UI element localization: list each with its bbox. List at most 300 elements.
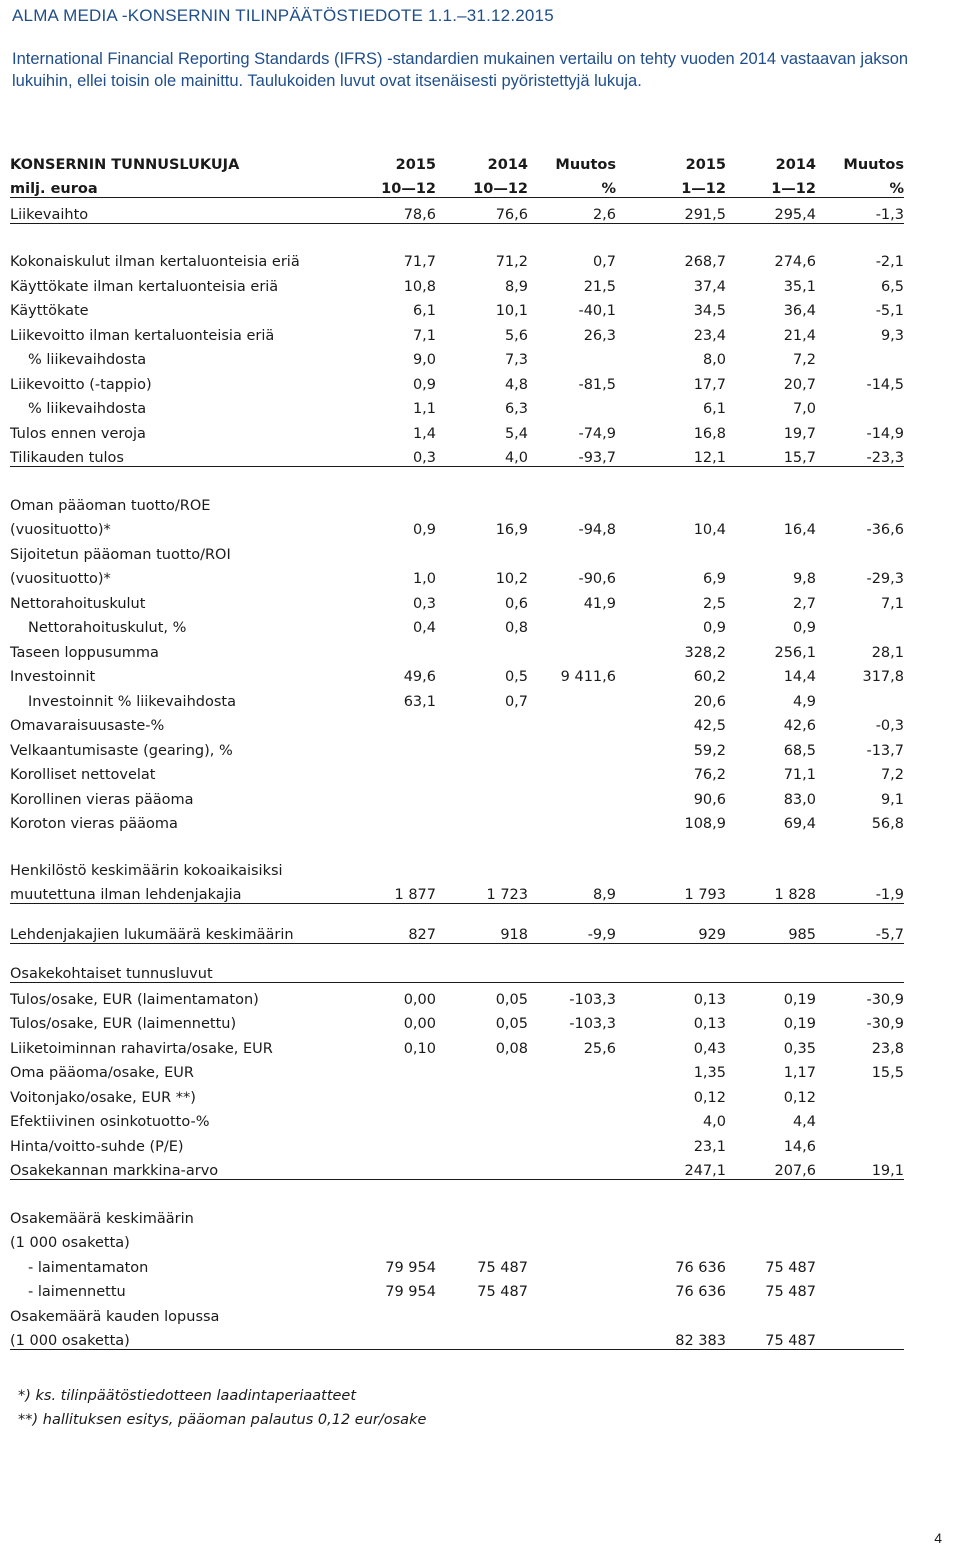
table-row [10, 879, 904, 904]
value-cell: 0,7 [592, 254, 616, 270]
value-cell [436, 1325, 528, 1350]
value-cell: 90,6 [693, 791, 726, 808]
value-cell: 6,1 [412, 303, 436, 319]
value-cell [528, 1276, 616, 1301]
table-row [10, 918, 904, 943]
value-cell [436, 1057, 528, 1082]
value-cell: 71,7 [403, 254, 436, 270]
value-cell: 41,9 [583, 595, 616, 612]
value-cell: 75 487 [477, 1259, 528, 1276]
table-row [10, 983, 904, 1008]
value-cell: 7,1 [412, 327, 436, 344]
value-cell: 328,2 [684, 644, 726, 661]
value-cell: -9,9 [528, 918, 616, 943]
value-cell [528, 710, 616, 735]
value-cell: 0,19 [783, 1016, 816, 1032]
value-cell: 0,19 [783, 991, 816, 1008]
table-row [10, 587, 904, 612]
value-cell [358, 1155, 436, 1180]
value-cell: 0,35 [783, 1040, 816, 1057]
table-row [10, 563, 904, 588]
value-cell: 23,1 [693, 1138, 726, 1155]
value-cell [816, 1325, 904, 1350]
row-label: Osakemäärä kauden lopussa [10, 1308, 220, 1325]
value-cell: 247,1 [616, 1155, 726, 1180]
value-cell: -103,3 [569, 1016, 616, 1032]
value-cell [528, 1227, 616, 1252]
header-cell: % [528, 173, 616, 198]
row-label: Oman pääoman tuotto/ROE [10, 497, 211, 514]
value-cell: 83,0 [783, 791, 816, 808]
value-cell: 1 828 [726, 879, 816, 904]
table-row [10, 661, 904, 686]
value-cell: 75 487 [765, 1259, 816, 1276]
table-row [10, 393, 904, 418]
table-row [10, 1325, 904, 1350]
value-cell: -81,5 [578, 376, 616, 393]
value-cell: 4,4 [792, 1114, 816, 1130]
value-cell [616, 489, 726, 514]
value-cell [816, 1202, 904, 1227]
row-label: Osakekohtaiset tunnusluvut [10, 958, 358, 983]
value-cell: 9 411,6 [560, 669, 616, 685]
row-label: (vuosituotto)* [10, 571, 111, 587]
value-cell [358, 1057, 436, 1082]
value-cell [816, 685, 904, 710]
table-row [10, 958, 904, 983]
value-cell: 21,4 [783, 327, 816, 344]
spacer-row [10, 223, 904, 246]
value-cell [616, 1300, 726, 1325]
value-cell [816, 344, 904, 369]
value-cell: 20,7 [783, 376, 816, 393]
value-cell: 4,0 [436, 442, 528, 467]
table-row [10, 1227, 904, 1252]
value-cell: 0,7 [504, 693, 528, 710]
value-cell [358, 489, 436, 514]
header-cell: % [816, 173, 904, 198]
value-cell: 0,9 [792, 620, 816, 636]
value-cell: -30,9 [866, 991, 904, 1008]
header-label: milj. euroa [10, 173, 358, 198]
value-cell [436, 783, 528, 808]
value-cell: 1,4 [412, 425, 436, 442]
row-label: Omavaraisuusaste-% [10, 718, 165, 734]
value-cell: 0,4 [412, 620, 436, 636]
value-cell: 5,4 [504, 425, 528, 442]
value-cell: 9,8 [792, 571, 816, 587]
value-cell [616, 1202, 726, 1227]
value-cell: 71,2 [495, 254, 528, 270]
value-cell [726, 538, 816, 563]
value-cell [726, 1202, 816, 1227]
value-cell [436, 636, 528, 661]
value-cell: 0,08 [495, 1040, 528, 1057]
value-cell: 0,12 [693, 1089, 726, 1106]
value-cell [436, 808, 528, 833]
value-cell: 256,1 [774, 644, 816, 661]
table-row [10, 1300, 904, 1325]
value-cell [358, 808, 436, 833]
value-cell: 8,9 [504, 278, 528, 295]
row-label: Tulos/osake, EUR (laimennettu) [10, 1016, 237, 1032]
value-cell: 20,6 [693, 693, 726, 710]
value-cell: 76,6 [436, 198, 528, 224]
value-cell: -29,3 [866, 571, 904, 587]
value-cell: 274,6 [774, 254, 816, 270]
row-label: Kokonaiskulut ilman kertaluonteisia eriä [10, 254, 300, 270]
footnote-2 [18, 1412, 426, 1428]
value-cell: 2,6 [528, 198, 616, 224]
table-row [10, 1276, 904, 1301]
value-cell: 9,1 [880, 791, 904, 808]
row-label: - laimennettu [28, 1284, 126, 1300]
value-cell: 14,6 [783, 1138, 816, 1155]
row-label: muutettuna ilman lehdenjakajia [10, 879, 358, 904]
table-row [10, 489, 904, 514]
value-cell: 108,9 [684, 816, 726, 832]
table-row [10, 1008, 904, 1033]
value-cell: 0,9 [412, 522, 436, 538]
row-label: Liikevoitto ilman kertaluonteisia eriä [10, 327, 275, 344]
row-label: % liikevaihdosta [28, 401, 147, 417]
row-label: Tulos ennen veroja [10, 425, 146, 442]
value-cell: 0,3 [358, 442, 436, 467]
value-cell [528, 1057, 616, 1082]
value-cell: 929 [616, 918, 726, 943]
table-row [10, 854, 904, 879]
value-cell: 6,1 [702, 401, 726, 417]
value-cell: 9,3 [880, 327, 904, 344]
value-cell [528, 783, 616, 808]
value-cell: -0,3 [875, 718, 904, 734]
row-label: Nettorahoituskulut [10, 595, 146, 612]
value-cell: 6,5 [880, 278, 904, 295]
value-cell: 63,1 [403, 693, 436, 710]
value-cell: 21,5 [583, 278, 616, 295]
value-cell: 69,4 [783, 816, 816, 832]
header-cell: 2015 [685, 156, 726, 173]
value-cell: 1 723 [436, 879, 528, 904]
table-row [10, 734, 904, 759]
value-cell: 49,6 [403, 669, 436, 685]
value-cell: 15,5 [871, 1065, 904, 1081]
key-figures-table [10, 148, 904, 1350]
value-cell [436, 1300, 528, 1325]
value-cell: -1,3 [816, 198, 904, 224]
row-label: Efektiivinen osinkotuotto-% [10, 1114, 210, 1130]
spacer-row [10, 904, 904, 919]
value-cell [436, 1202, 528, 1227]
value-cell: -13,7 [866, 742, 904, 759]
value-cell: 0,00 [403, 1016, 436, 1032]
value-cell: -5,1 [875, 303, 904, 319]
value-cell [816, 1081, 904, 1106]
value-cell: 985 [726, 918, 816, 943]
value-cell: 25,6 [583, 1040, 616, 1057]
value-cell [816, 1300, 904, 1325]
row-label: Investoinnit % liikevaihdosta [28, 693, 236, 710]
value-cell: 4,0 [702, 1114, 726, 1130]
value-cell [816, 1276, 904, 1301]
table-row [10, 685, 904, 710]
header-cell: 1—12 [616, 173, 726, 198]
value-cell: 0,9 [702, 620, 726, 636]
value-cell: -30,9 [866, 1016, 904, 1032]
row-label: Henkilöstö keskimäärin kokoaikaisiksi [10, 862, 283, 879]
value-cell: 0,00 [403, 991, 436, 1008]
value-cell: 79 954 [385, 1284, 436, 1300]
value-cell [358, 1081, 436, 1106]
value-cell: -74,9 [578, 425, 616, 442]
value-cell [436, 710, 528, 735]
header-cell: 2014 [487, 156, 528, 173]
value-cell: 23,4 [693, 327, 726, 344]
value-cell: 1,35 [693, 1065, 726, 1081]
value-cell [528, 958, 616, 983]
value-cell [436, 958, 528, 983]
row-label: Käyttökate [10, 303, 89, 319]
value-cell [616, 854, 726, 879]
value-cell: 28,1 [871, 644, 904, 661]
value-cell: 7,0 [792, 401, 816, 417]
spacer-row [10, 467, 904, 490]
value-cell [528, 734, 616, 759]
value-cell: 12,1 [616, 442, 726, 467]
value-cell [816, 1106, 904, 1131]
row-label: Korollinen vieras pääoma [10, 791, 194, 808]
value-cell: 0,3 [412, 595, 436, 612]
value-cell [616, 1227, 726, 1252]
header-cell: Muutos [555, 156, 616, 173]
value-cell: 0,12 [783, 1089, 816, 1106]
table-row [10, 1032, 904, 1057]
value-cell: 10,8 [403, 278, 436, 295]
value-cell [816, 958, 904, 983]
value-cell: 76 636 [675, 1284, 726, 1300]
value-cell: 4,9 [792, 693, 816, 710]
table-row [10, 344, 904, 369]
value-cell [816, 393, 904, 418]
table-header-row [10, 148, 904, 173]
value-cell: -103,3 [569, 991, 616, 1008]
value-cell: 291,5 [616, 198, 726, 224]
value-cell: 0,05 [495, 991, 528, 1008]
footnote-1-text: *) ks. tilinpäätöstiedotteen laadintaperiaatteet [18, 1388, 357, 1404]
value-cell: -93,7 [528, 442, 616, 467]
value-cell: 75 487 [726, 1325, 816, 1350]
value-cell: 207,6 [726, 1155, 816, 1180]
value-cell: 16,4 [783, 522, 816, 538]
value-cell: 1,17 [783, 1065, 816, 1081]
value-cell: -40,1 [578, 303, 616, 319]
value-cell: 75 487 [477, 1284, 528, 1300]
table-row [10, 808, 904, 833]
value-cell: 5,6 [504, 327, 528, 344]
value-cell [528, 685, 616, 710]
value-cell [528, 1106, 616, 1131]
row-label: Käyttökate ilman kertaluonteisia eriä [10, 278, 279, 295]
row-label: Liikevoitto (-tappio) [10, 376, 152, 393]
value-cell [816, 1130, 904, 1155]
value-cell [616, 538, 726, 563]
table-row [10, 1251, 904, 1276]
value-cell [816, 1251, 904, 1276]
value-cell: -2,1 [875, 254, 904, 270]
value-cell [436, 1130, 528, 1155]
page-number: 4 [934, 1530, 942, 1546]
value-cell [358, 1325, 436, 1350]
value-cell: 0,5 [504, 669, 528, 685]
table-row [10, 295, 904, 320]
row-label: Osakemäärä keskimäärin [10, 1210, 194, 1227]
value-cell [528, 1325, 616, 1350]
value-cell [358, 783, 436, 808]
value-cell [528, 538, 616, 563]
value-cell: 79 954 [385, 1259, 436, 1276]
value-cell [358, 1106, 436, 1131]
value-cell [436, 1227, 528, 1252]
value-cell: 8,0 [702, 352, 726, 368]
value-cell [816, 854, 904, 879]
value-cell [528, 344, 616, 369]
value-cell [528, 1081, 616, 1106]
value-cell: 15,7 [726, 442, 816, 467]
value-cell: -36,6 [866, 522, 904, 538]
value-cell: -14,9 [866, 425, 904, 442]
value-cell [528, 489, 616, 514]
value-cell [726, 489, 816, 514]
value-cell [436, 538, 528, 563]
value-cell: 6,3 [504, 401, 528, 417]
value-cell: -23,3 [816, 442, 904, 467]
value-cell: 19,7 [783, 425, 816, 442]
table-row [10, 514, 904, 539]
row-label: Osakekannan markkina-arvo [10, 1155, 358, 1180]
value-cell: 268,7 [684, 254, 726, 270]
value-cell: 75 487 [765, 1284, 816, 1300]
value-cell: 7,1 [880, 595, 904, 612]
value-cell: 68,5 [783, 742, 816, 759]
header-cell: Muutos [843, 156, 904, 173]
value-cell: 1,0 [412, 571, 436, 587]
value-cell [528, 636, 616, 661]
value-cell [358, 1227, 436, 1252]
row-label: Hinta/voitto-suhde (P/E) [10, 1138, 184, 1155]
value-cell [436, 1081, 528, 1106]
value-cell: 60,2 [693, 669, 726, 685]
value-cell [436, 759, 528, 784]
table-row [10, 1155, 904, 1180]
value-cell: 26,3 [583, 327, 616, 344]
value-cell [528, 1300, 616, 1325]
value-cell: -14,5 [866, 376, 904, 393]
value-cell [528, 759, 616, 784]
value-cell [358, 958, 436, 983]
row-label: Liiketoiminnan rahavirta/osake, EUR [10, 1040, 273, 1057]
value-cell [528, 1130, 616, 1155]
value-cell: 10,1 [495, 303, 528, 319]
value-cell [726, 1300, 816, 1325]
value-cell: 16,9 [495, 522, 528, 538]
value-cell: 36,4 [783, 303, 816, 319]
value-cell: -90,6 [578, 571, 616, 587]
value-cell: -5,7 [816, 918, 904, 943]
footnote-2-text: **) hallituksen esitys, pääoman palautus 0,12 eur/osake [18, 1412, 427, 1428]
row-label: Korolliset nettovelat [10, 767, 156, 783]
value-cell: 16,8 [693, 425, 726, 442]
table-row [10, 1081, 904, 1106]
table-row [10, 442, 904, 467]
value-cell: 295,4 [726, 198, 816, 224]
value-cell [436, 1106, 528, 1131]
value-cell: 7,3 [504, 352, 528, 368]
value-cell [436, 489, 528, 514]
value-cell: 76 636 [675, 1259, 726, 1276]
value-cell: 6,9 [702, 571, 726, 587]
header-cell: 10—12 [358, 173, 436, 198]
value-cell: 19,1 [816, 1155, 904, 1180]
value-cell [358, 538, 436, 563]
document-header: ALMA MEDIA -KONSERNIN TILINPÄÄTÖSTIEDOTE 1.1.–31.12.2015 [12, 6, 554, 25]
value-cell: 82 383 [616, 1325, 726, 1350]
value-cell [726, 1227, 816, 1252]
table-row [10, 538, 904, 563]
value-cell: 10,2 [495, 571, 528, 587]
row-label: Oma pääoma/osake, EUR [10, 1065, 194, 1081]
value-cell: 2,7 [792, 595, 816, 612]
value-cell [436, 854, 528, 879]
row-label: - laimentamaton [28, 1259, 149, 1276]
value-cell [816, 1227, 904, 1252]
value-cell: 0,43 [693, 1040, 726, 1057]
value-cell [358, 636, 436, 661]
value-cell: -1,9 [816, 879, 904, 904]
row-label: Liikevaihto [10, 198, 358, 224]
value-cell: 0,13 [693, 1016, 726, 1032]
value-cell: 42,6 [783, 718, 816, 734]
value-cell: 2,5 [702, 595, 726, 612]
row-label: Sijoitetun pääoman tuotto/ROI [10, 546, 231, 563]
value-cell: 9,0 [412, 352, 436, 368]
value-cell: 0,13 [693, 991, 726, 1008]
spacer-row [10, 832, 904, 854]
table-row [10, 1106, 904, 1131]
intro-paragraph: International Financial Reporting Standards (IFRS) -standardien mukainen vertailu on tehty vuoden 2014 vastaavan jakson lukuihin, ellei toisin ole mainittu. Taulukoiden luvut ovat itsenäisesti pyöristettyjä lukuja. [12, 50, 909, 90]
value-cell: 1 877 [358, 879, 436, 904]
value-cell: 0,05 [495, 1016, 528, 1032]
table-row [10, 783, 904, 808]
value-cell: 1,1 [412, 401, 436, 417]
row-label: Lehdenjakajien lukumäärä keskimäärin [10, 918, 358, 943]
value-cell [358, 854, 436, 879]
table-row [10, 1202, 904, 1227]
header-cell: 10—12 [436, 173, 528, 198]
row-label: (vuosituotto)* [10, 522, 111, 538]
value-cell [528, 393, 616, 418]
table-row [10, 710, 904, 735]
value-cell: 78,6 [358, 198, 436, 224]
value-cell: 7,2 [880, 767, 904, 783]
row-label: Tilikauden tulos [10, 442, 358, 467]
value-cell [436, 734, 528, 759]
table-row [10, 246, 904, 271]
value-cell [358, 1202, 436, 1227]
value-cell: 0,10 [403, 1040, 436, 1057]
row-label: (1 000 osaketta) [10, 1235, 130, 1251]
value-cell: 17,7 [693, 376, 726, 393]
spacer-row [10, 943, 904, 958]
